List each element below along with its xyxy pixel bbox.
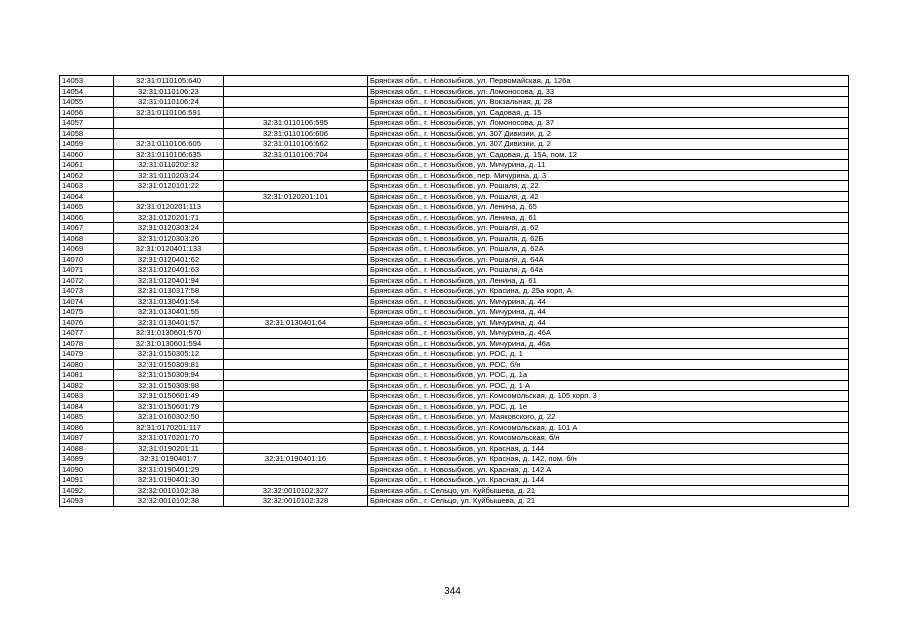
row-number-cell: 14069 [60,244,114,255]
registry-table [59,75,849,507]
table-row [60,118,849,129]
cadastral-number-cell: 32:31:0130601:594 [114,338,224,349]
related-cadastral-number-cell [224,359,368,370]
cadastral-number-cell: 32:31:0190201:11 [114,443,224,454]
table-row [60,170,849,181]
related-cadastral-number-cell [224,412,368,423]
table-row [60,328,849,339]
related-cadastral-number-cell [224,401,368,412]
cadastral-number-cell: 32:31:0170201:117 [114,422,224,433]
address-cell: Брянская обл., г. Новозыбков, ул. Мичурина, д. 44 [368,296,849,307]
row-number-cell: 14065 [60,202,114,213]
related-cadastral-number-cell [224,328,368,339]
table-row [60,370,849,381]
table-row [60,97,849,108]
row-number-cell: 14085 [60,412,114,423]
row-number-cell: 14061 [60,160,114,171]
related-cadastral-number-cell [224,76,368,87]
table-row [60,317,849,328]
row-number-cell: 14064 [60,191,114,202]
address-cell: Брянская обл., г. Новозыбков, ул. Комсомольская, б/н [368,433,849,444]
row-number-cell: 14082 [60,380,114,391]
row-number-cell: 14078 [60,338,114,349]
address-cell: Брянская обл., г. Новозыбков, ул. Ленина, д. 65 [368,202,849,213]
related-cadastral-number-cell [224,370,368,381]
related-cadastral-number-cell: 32:31:0110106:606 [224,128,368,139]
table-row [60,433,849,444]
address-cell: Брянская обл., г. Новозыбков, ул. РОС, д. 1 [368,349,849,360]
related-cadastral-number-cell [224,223,368,234]
related-cadastral-number-cell [224,380,368,391]
related-cadastral-number-cell [224,422,368,433]
registry-table-body [60,76,849,507]
row-number-cell: 14077 [60,328,114,339]
address-cell: Брянская обл., г. Новозыбков, ул. Ломоносова, д. 33 [368,86,849,97]
related-cadastral-number-cell [224,160,368,171]
cadastral-number-cell: 32:31:0130317:58 [114,286,224,297]
row-number-cell: 14063 [60,181,114,192]
row-number-cell: 14054 [60,86,114,97]
row-number-cell: 14083 [60,391,114,402]
table-row [60,338,849,349]
table-row [60,86,849,97]
row-number-cell: 14062 [60,170,114,181]
address-cell: Брянская обл., г. Новозыбков, ул. Ломоносова, д. 37 [368,118,849,129]
cadastral-number-cell: 32:31:0110106:24 [114,97,224,108]
related-cadastral-number-cell [224,433,368,444]
related-cadastral-number-cell [224,244,368,255]
related-cadastral-number-cell [224,338,368,349]
table-row [60,286,849,297]
address-cell: Брянская обл., г. Новозыбков, ул. Мичурина, д. 44 [368,307,849,318]
table-row [60,464,849,475]
table-row [60,296,849,307]
row-number-cell: 14079 [60,349,114,360]
related-cadastral-number-cell [224,212,368,223]
row-number-cell: 14090 [60,464,114,475]
related-cadastral-number-cell [224,107,368,118]
address-cell: Брянская обл., г. Новозыбков, ул. Вокзальная, д. 28 [368,97,849,108]
related-cadastral-number-cell: 32:31:0190401:16 [224,454,368,465]
row-number-cell: 14087 [60,433,114,444]
cadastral-number-cell: 32:31:0160302:50 [114,412,224,423]
address-cell: Брянская обл., г. Новозыбков, ул. Мичурина, д. 44 [368,317,849,328]
table-row [60,380,849,391]
address-cell: Брянская обл., г. Новозыбков, ул. Маяковского, д. 22 [368,412,849,423]
address-cell: Брянская обл., г. Новозыбков, ул. Садовая, д. 15 [368,107,849,118]
cadastral-number-cell: 32:31:0110106:23 [114,86,224,97]
table-row [60,359,849,370]
cadastral-number-cell: 32:31:0110105:640 [114,76,224,87]
cadastral-number-cell: 32:31:0130401:57 [114,317,224,328]
cadastral-number-cell [114,191,224,202]
related-cadastral-number-cell: 32:31:0120201:101 [224,191,368,202]
row-number-cell: 14074 [60,296,114,307]
cadastral-number-cell: 32:31:0150601:79 [114,401,224,412]
table-row [60,349,849,360]
cadastral-number-cell: 32:31:0120401:63 [114,265,224,276]
address-cell: Брянская обл., г. Новозыбков, ул. Мичурина, д. 46а [368,338,849,349]
cadastral-number-cell: 32:31:0120401:62 [114,254,224,265]
row-number-cell: 14081 [60,370,114,381]
table-row [60,191,849,202]
related-cadastral-number-cell [224,286,368,297]
cadastral-number-cell: 32:31:0110106:635 [114,149,224,160]
related-cadastral-number-cell [224,275,368,286]
cadastral-number-cell: 32:31:0110106:591 [114,107,224,118]
row-number-cell: 14089 [60,454,114,465]
related-cadastral-number-cell [224,475,368,486]
table-row [60,412,849,423]
cadastral-number-cell: 32:31:0120303:26 [114,233,224,244]
cadastral-number-cell: 32:31:0110202:32 [114,160,224,171]
table-row [60,496,849,507]
table-row [60,181,849,192]
address-cell: Брянская обл., г. Новозыбков, ул. Мичурина, д. 11 [368,160,849,171]
cadastral-number-cell: 32:31:0120101:22 [114,181,224,192]
related-cadastral-number-cell [224,233,368,244]
cadastral-number-cell: 32:31:0170201:70 [114,433,224,444]
row-number-cell: 14068 [60,233,114,244]
address-cell: Брянская обл., г. Сельцо, ул. Куйбышева, д. 21 [368,485,849,496]
related-cadastral-number-cell [224,254,368,265]
row-number-cell: 14092 [60,485,114,496]
cadastral-number-cell: 32:31:0120303:24 [114,223,224,234]
address-cell: Брянская обл., г. Новозыбков, ул. Садовая, д. 15А, пом. 12 [368,149,849,160]
related-cadastral-number-cell: 32:32:0010102:328 [224,496,368,507]
table-row [60,233,849,244]
page-number: 344 [444,586,461,597]
row-number-cell: 14073 [60,286,114,297]
address-cell: Брянская обл., г. Сельцо, ул. Куйбышева, д. 21 [368,496,849,507]
cadastral-number-cell: 32:31:0130401:55 [114,307,224,318]
cadastral-number-cell: 32:31:0120201:113 [114,202,224,213]
related-cadastral-number-cell [224,307,368,318]
table-row [60,128,849,139]
related-cadastral-number-cell: 32:31:0110106:662 [224,139,368,150]
table-row [60,307,849,318]
cadastral-number-cell: 32:31:0150309:81 [114,359,224,370]
address-cell: Брянская обл., г. Новозыбков, ул. Рошаля, д. 22 [368,181,849,192]
row-number-cell: 14070 [60,254,114,265]
cadastral-number-cell: 32:31:0110203:24 [114,170,224,181]
row-number-cell: 14071 [60,265,114,276]
table-row [60,401,849,412]
cadastral-number-cell: 32:31:0150305:12 [114,349,224,360]
row-number-cell: 14093 [60,496,114,507]
related-cadastral-number-cell [224,86,368,97]
address-cell: Брянская обл., г. Новозыбков, ул. Рошаля, д. 64а [368,265,849,276]
address-cell: Брянская обл., г. Новозыбков, ул. РОС, д. 1 А [368,380,849,391]
cadastral-number-cell: 32:31:0110106:605 [114,139,224,150]
table-row [60,223,849,234]
related-cadastral-number-cell [224,296,368,307]
table-row [60,422,849,433]
table-row [60,212,849,223]
address-cell: Брянская обл., г. Новозыбков, ул. Комсомольская, д. 105 корп. 3 [368,391,849,402]
address-cell: Брянская обл., г. Новозыбков, пер. Мичурина, д. 3 [368,170,849,181]
cadastral-number-cell: 32:31:0120401:133 [114,244,224,255]
related-cadastral-number-cell [224,349,368,360]
row-number-cell: 14060 [60,149,114,160]
cadastral-number-cell: 32:31:0120201:71 [114,212,224,223]
table-row [60,443,849,454]
table-row [60,107,849,118]
row-number-cell: 14053 [60,76,114,87]
cadastral-number-cell [114,128,224,139]
cadastral-number-cell: 32:31:0130601:570 [114,328,224,339]
table-row [60,76,849,87]
related-cadastral-number-cell [224,202,368,213]
address-cell: Брянская обл., г. Новозыбков, ул. Ленина, д. 61 [368,212,849,223]
table-row [60,160,849,171]
table-row [60,139,849,150]
table-row [60,265,849,276]
cadastral-number-cell: 32:31:0150601:49 [114,391,224,402]
row-number-cell: 14056 [60,107,114,118]
related-cadastral-number-cell [224,464,368,475]
cadastral-number-cell: 32:31:0150309:94 [114,370,224,381]
address-cell: Брянская обл., г. Новозыбков, ул. Рошаля, д. 62Б [368,233,849,244]
table-row [60,149,849,160]
row-number-cell: 14076 [60,317,114,328]
address-cell: Брянская обл., г. Новозыбков, ул. Красная, д. 142, пом. б/н [368,454,849,465]
related-cadastral-number-cell [224,170,368,181]
table-row [60,275,849,286]
row-number-cell: 14080 [60,359,114,370]
address-cell: Брянская обл., г. Новозыбков, ул. Красная, д. 142 А [368,464,849,475]
table-row [60,454,849,465]
row-number-cell: 14058 [60,128,114,139]
address-cell: Брянская обл., г. Новозыбков, ул. 307 Дивизии, д. 2 [368,139,849,150]
row-number-cell: 14059 [60,139,114,150]
table-row [60,485,849,496]
table-row [60,254,849,265]
related-cadastral-number-cell: 32:32:0010102:327 [224,485,368,496]
cadastral-number-cell: 32:31:0190401:7 [114,454,224,465]
cadastral-number-cell: 32:31:0120401:94 [114,275,224,286]
row-number-cell: 14072 [60,275,114,286]
cadastral-number-cell [114,118,224,129]
address-cell: Брянская обл., г. Новозыбков, ул. Рошаля, д. 42 [368,191,849,202]
cadastral-number-cell: 32:31:0150309:98 [114,380,224,391]
address-cell: Брянская обл., г. Новозыбков, ул. РОС, д. 1а [368,370,849,381]
address-cell: Брянская обл., г. Новозыбков, ул. Мичурина, д. 46А [368,328,849,339]
address-cell: Брянская обл., г. Новозыбков, ул. 307 Дивизии, д. 2 [368,128,849,139]
cadastral-number-cell: 32:32:0010102:38 [114,485,224,496]
related-cadastral-number-cell [224,265,368,276]
table-row [60,202,849,213]
related-cadastral-number-cell [224,181,368,192]
address-cell: Брянская обл., г. Новозыбков, ул. РОС, б/н [368,359,849,370]
cadastral-number-cell: 32:31:0190401:30 [114,475,224,486]
address-cell: Брянская обл., г. Новозыбков, ул. РОС, д. 1е [368,401,849,412]
related-cadastral-number-cell: 32:31:0110106:704 [224,149,368,160]
address-cell: Брянская обл., г. Новозыбков, ул. Рошаля, д. 62А [368,244,849,255]
row-number-cell: 14088 [60,443,114,454]
address-cell: Брянская обл., г. Новозыбков, ул. Красина, д. 25а корп. А [368,286,849,297]
cadastral-number-cell: 32:31:0190401:29 [114,464,224,475]
row-number-cell: 14086 [60,422,114,433]
related-cadastral-number-cell: 32:31:0130401:64 [224,317,368,328]
row-number-cell: 14067 [60,223,114,234]
address-cell: Брянская обл., г. Новозыбков, ул. Рошаля, д. 62 [368,223,849,234]
address-cell: Брянская обл., г. Новозыбков, ул. Рошаля, д. 64А [368,254,849,265]
address-cell: Брянская обл., г. Новозыбков, ул. Комсомольская, д. 101 А [368,422,849,433]
address-cell: Брянская обл., г. Новозыбков, ул. Красная, д. 144 [368,475,849,486]
address-cell: Брянская обл., г. Новозыбков, ул. Красная, д. 144 [368,443,849,454]
cadastral-number-cell: 32:32:0010102:38 [114,496,224,507]
related-cadastral-number-cell [224,97,368,108]
row-number-cell: 14066 [60,212,114,223]
cadastral-number-cell: 32:31:0130401:54 [114,296,224,307]
table-row [60,391,849,402]
related-cadastral-number-cell [224,443,368,454]
row-number-cell: 14075 [60,307,114,318]
table-row [60,475,849,486]
related-cadastral-number-cell [224,391,368,402]
table-row [60,244,849,255]
address-cell: Брянская обл., г. Новозыбков, ул. Ленина, д. 61 [368,275,849,286]
row-number-cell: 14091 [60,475,114,486]
row-number-cell: 14084 [60,401,114,412]
row-number-cell: 14057 [60,118,114,129]
address-cell: Брянская обл., г. Новозыбков, ул. Первомайская, д. 126а [368,76,849,87]
row-number-cell: 14055 [60,97,114,108]
related-cadastral-number-cell: 32:31:0110106:595 [224,118,368,129]
